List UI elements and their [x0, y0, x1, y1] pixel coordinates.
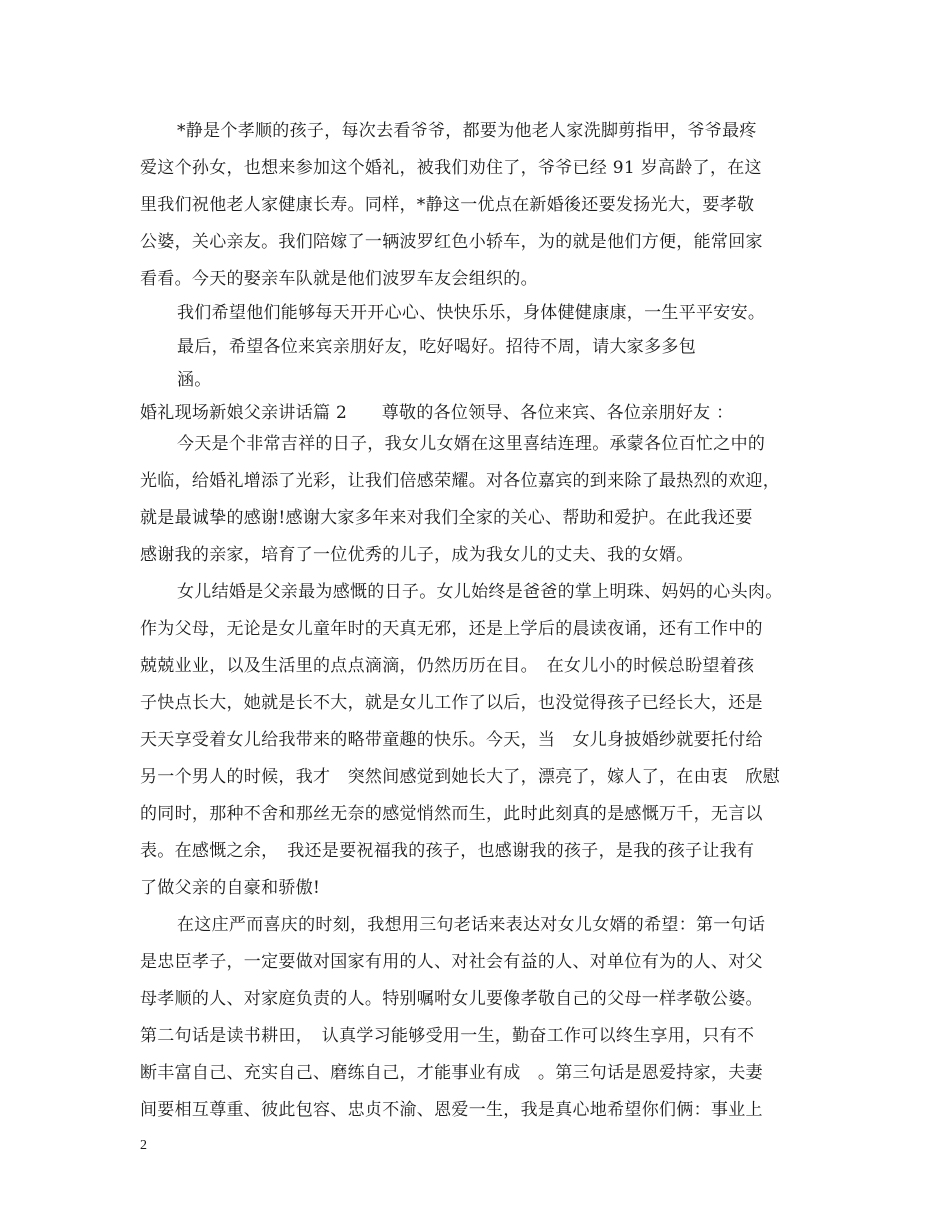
page-number: 2	[140, 1138, 147, 1153]
text-line: 了做父亲的自豪和骄傲!	[140, 878, 321, 898]
text-line: 里我们祝他老人家健康长寿。同样，*静这一优点在新婚後还要发扬光大，要孝敬	[140, 195, 755, 215]
text-line: 断丰富自己、充实自己、磨练自己，才能事业有成 。第三句话是恩爱持家，夫妻	[140, 1063, 763, 1083]
text-line: 第二句话是读书耕田， 认真学习能够受用一生，勤奋工作可以终生享用，只有不	[140, 1026, 755, 1046]
text-line: 天天享受着女儿给我带来的略带童趣的快乐。今天，当 女儿身披婚纱就要托付给	[140, 730, 763, 750]
text-line: 看看。今天的娶亲车队就是他们波罗车友会组织的。	[140, 269, 538, 289]
text-line: 兢兢业业，以及生活里的点点滴滴，仍然历历在目。 在女儿小的时候总盼望着孩	[140, 656, 755, 676]
text-line: 子快点长大，她就是长不大，就是女儿工作了以后，也没觉得孩子已经长大，还是	[140, 693, 763, 713]
text-line: 间要相互尊重、彼此包容、忠贞不渝、恩爱一生，我是真心地希望你们俩：事业上	[140, 1100, 763, 1120]
text-line: 光临，给婚礼增添了光彩，让我们倍感荣耀。对各位嘉宾的到来除了最热烈的欢迎，	[140, 471, 781, 491]
text-line: 今天是个非常吉祥的日子，我女儿女婿在这里喜结连理。承蒙各位百忙之中的	[177, 434, 766, 454]
text-line: 另一个男人的时候，我才 突然间感觉到她长大了，漂亮了，嫁人了，在由衷 欣慰	[140, 767, 781, 787]
text-line: 作为父母，无论是女儿童年时的天真无邪，还是上学后的晨读夜诵，还有工作中的	[140, 619, 763, 639]
text-line: 女儿结婚是父亲最为感慨的日子。女儿始终是爸爸的掌上明珠、妈妈的心头肉。	[177, 582, 783, 602]
text-line: 是忠臣孝子，一定要做对国家有用的人、对社会有益的人、对单位有为的人、对父	[140, 952, 763, 972]
text-line: 母孝顺的人、对家庭负责的人。特别嘱咐女儿要像孝敬自己的父母一样孝敬公婆。	[140, 989, 763, 1009]
text-line: 在这庄严而喜庆的时刻，我想用三句老话来表达对女儿女婿的希望：第一句话	[177, 915, 766, 935]
text-line: 感谢我的亲家，培育了一位优秀的儿子，成为我女儿的丈夫、我的女婿。	[140, 545, 694, 565]
text-line: 就是最诚挚的感谢!感谢大家多年来对我们全家的关心、帮助和爱护。在此我还要	[140, 508, 753, 528]
text-line: 表。在感慨之余， 我还是要祝福我的孩子，也感谢我的孩子，是我的孩子让我有	[140, 841, 755, 861]
text-line: 我们希望他们能够每天开开心心、快快乐乐，身体健健康康，一生平平安安。	[177, 303, 766, 323]
text-line: 最后，希望各位来宾亲朋好友，吃好喝好。招待不周，请大家多多包	[177, 337, 696, 357]
text-line: 爱这个孙女，也想来参加这个婚礼，被我们劝住了，爷爷已经 91 岁高龄了，在这	[140, 158, 762, 178]
section-heading: 婚礼现场新娘父亲讲话篇 2 尊敬的各位领导、各位来宾、各位亲朋好友 ：	[140, 403, 734, 423]
text-line: *静是个孝顺的孩子，每次去看爷爷，都要为他老人家洗脚剪指甲，爷爷最疼	[177, 121, 757, 141]
text-line: 的同时，那种不舍和那丝无奈的感觉悄然而生，此时此刻真的是感慨万千，无言以	[140, 804, 763, 824]
text-line: 涵。	[177, 370, 212, 390]
text-line: 公婆，关心亲友。我们陪嫁了一辆波罗红色小轿车，为的就是他们方便，能常回家	[140, 232, 763, 252]
